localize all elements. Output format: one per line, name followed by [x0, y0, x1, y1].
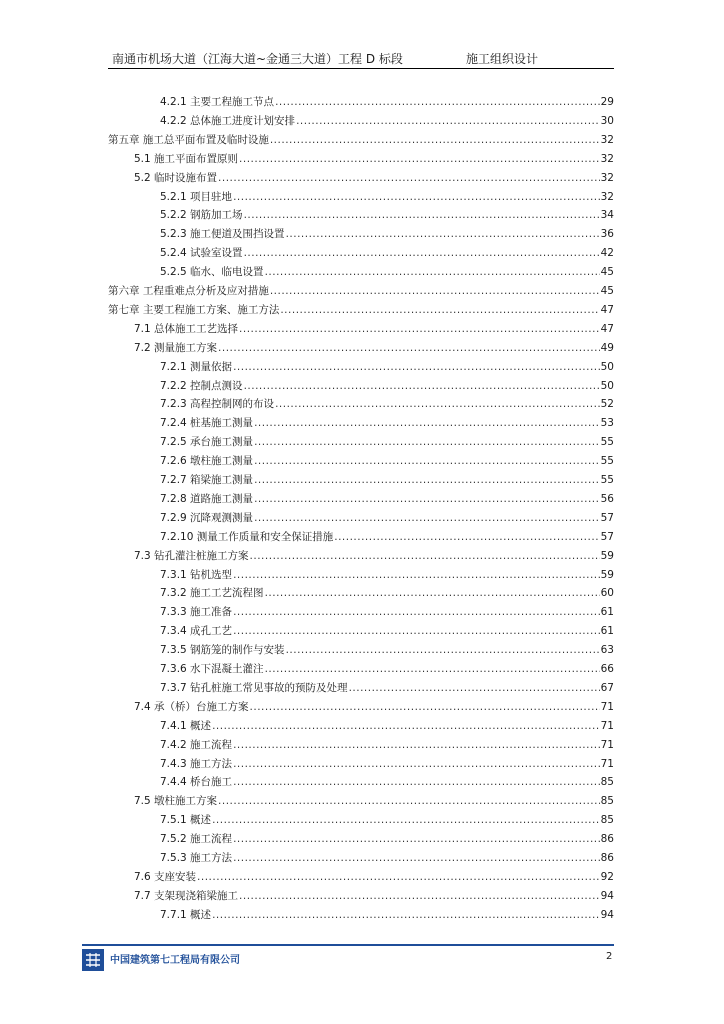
- toc-entry[interactable]: [160, 528, 614, 546]
- toc-entry-page: 32: [600, 190, 614, 203]
- toc-dot-leader: [275, 93, 600, 111]
- toc-dot-leader: [250, 547, 600, 565]
- toc-entry-label: 7.2.6 墩柱施工测量: [160, 455, 254, 468]
- toc-entry-label: 7.2 测量施工方案: [134, 341, 218, 354]
- toc-dot-leader: [286, 225, 600, 243]
- toc-dot-leader: [254, 509, 600, 527]
- cscec-logo-graphic: [82, 949, 104, 971]
- toc-entry-page: 56: [600, 492, 614, 505]
- toc-entry[interactable]: [108, 282, 614, 300]
- toc-dot-leader: [265, 584, 600, 602]
- toc-entry-label: 5.2.5 临水、临电设置: [160, 266, 264, 279]
- toc-entry-label: 7.3.1 钻机选型: [160, 568, 233, 581]
- toc-dot-leader: [254, 471, 600, 489]
- toc-entry[interactable]: [160, 566, 614, 584]
- toc-dot-leader: [197, 868, 600, 886]
- toc-entry-label: 第五章 施工总平面布置及临时设施: [108, 133, 269, 146]
- toc-entry-label: 7.2.1 测量依据: [160, 360, 233, 373]
- toc-entry-page: 50: [600, 360, 614, 373]
- toc-entry-page: 42: [600, 247, 614, 260]
- header-title: 南通市机场大道（江海大道~金通三大道）工程 D 标段: [112, 52, 403, 66]
- toc-entry-page: 59: [600, 568, 614, 581]
- toc-entry-label: 7.5.1 概述: [160, 814, 212, 827]
- toc-entry-label: 7.4 承（桥）台施工方案: [134, 700, 249, 713]
- toc-entry-page: 71: [600, 719, 614, 732]
- toc-entry-page: 60: [600, 587, 614, 600]
- toc-entry-page: 53: [600, 417, 614, 430]
- toc-entry-page: 29: [600, 96, 614, 108]
- toc-dot-leader: [270, 131, 600, 149]
- toc-dot-leader: [233, 849, 600, 867]
- toc-entry[interactable]: [134, 320, 614, 338]
- toc-entry-label: 第七章 主要工程施工方案、施工方法: [108, 303, 280, 316]
- toc-entry-page: 32: [600, 152, 614, 165]
- toc-entry-page: 85: [600, 795, 614, 808]
- toc-dot-leader: [233, 622, 600, 640]
- toc-entry[interactable]: [160, 736, 614, 754]
- toc-entry-label: 7.3.6 水下混凝土灌注: [160, 663, 264, 675]
- toc-dot-leader: [265, 263, 600, 281]
- toc-entry-page: 49: [600, 341, 614, 354]
- toc-entry[interactable]: [160, 395, 614, 413]
- toc-entry-page: 57: [600, 511, 614, 524]
- toc-entry[interactable]: [160, 225, 614, 243]
- toc-entry-label: 5.2.3 施工便道及围挡设置: [160, 228, 285, 241]
- toc-dot-leader: [212, 906, 600, 924]
- toc-dot-leader: [244, 244, 600, 262]
- toc-dot-leader: [239, 150, 600, 168]
- toc-dot-leader: [296, 112, 600, 130]
- toc-entry-page: 94: [600, 889, 614, 902]
- toc-entry-page: 67: [600, 681, 614, 694]
- toc-entry-page: 61: [600, 606, 614, 619]
- toc-dot-leader: [233, 736, 600, 754]
- toc-dot-leader: [233, 358, 600, 376]
- toc-dot-leader: [275, 395, 600, 413]
- toc-entry-page: 63: [600, 644, 614, 657]
- toc-entry-page: 66: [600, 663, 614, 675]
- toc-entry[interactable]: [134, 868, 614, 886]
- toc-entry-page: 55: [600, 474, 614, 486]
- toc-entry[interactable]: [160, 433, 614, 451]
- toc-dot-leader: [233, 188, 600, 206]
- footer-divider: [82, 944, 614, 946]
- toc-entry-page: 30: [600, 114, 614, 127]
- toc-dot-leader: [286, 641, 600, 659]
- toc-entry-label: 7.2.5 承台施工测量: [160, 436, 254, 449]
- toc-entry-label: 5.2.4 试验室设置: [160, 247, 243, 260]
- toc-entry[interactable]: [134, 339, 614, 357]
- toc-entry-label: 7.5 墩柱施工方案: [134, 795, 218, 808]
- toc-entry-label: 7.2.4 桩基施工测量: [160, 417, 254, 430]
- page-number: 2: [606, 951, 613, 962]
- cscec-logo-icon: [82, 949, 104, 971]
- toc-entry[interactable]: [134, 150, 614, 168]
- toc-dot-leader: [218, 169, 600, 187]
- toc-entry-label: 5.2.2 钢筋加工场: [160, 209, 243, 222]
- toc-entry[interactable]: [160, 93, 614, 111]
- toc-entry[interactable]: [160, 206, 614, 224]
- toc-entry-label: 7.2.7 箱梁施工测量: [160, 474, 254, 486]
- toc-entry[interactable]: [160, 471, 614, 489]
- toc-entry-label: 7.3.2 施工工艺流程图: [160, 587, 264, 600]
- toc-entry-page: 36: [600, 228, 614, 241]
- toc-entry-label: 7.3.3 施工准备: [160, 606, 233, 619]
- toc-dot-leader: [254, 414, 600, 432]
- toc-entry-label: 5.1 施工平面布置原则: [134, 152, 239, 165]
- toc-entry[interactable]: [134, 887, 614, 905]
- toc-entry[interactable]: [160, 660, 614, 678]
- toc-dot-leader: [239, 320, 600, 338]
- toc-entry-label: 7.3.5 钢筋笼的制作与安装: [160, 644, 285, 657]
- toc-entry-page: 71: [600, 738, 614, 751]
- toc-dot-leader: [244, 377, 600, 395]
- header-subtitle: 施工组织设计: [466, 52, 539, 66]
- toc-entry-page: 71: [600, 757, 614, 770]
- toc-entry-page: 85: [600, 814, 614, 827]
- toc-entry-page: 32: [600, 133, 614, 146]
- toc-entry-label: 7.2.2 控制点测设: [160, 379, 243, 392]
- toc-entry-page: 32: [600, 171, 614, 184]
- toc-entry-page: 61: [600, 625, 614, 638]
- toc-entry-label: 7.4.4 桥台施工: [160, 776, 233, 789]
- toc-entry-page: 71: [600, 700, 614, 713]
- toc-entry-label: 7.7.1 概述: [160, 908, 212, 921]
- toc-entry-page: 94: [600, 908, 614, 921]
- toc-dot-leader: [254, 452, 600, 470]
- toc-entry[interactable]: [160, 509, 614, 527]
- toc-dot-leader: [212, 717, 600, 735]
- toc-entry[interactable]: [160, 755, 614, 773]
- toc-entry[interactable]: [160, 811, 614, 829]
- toc-entry-page: 47: [600, 303, 614, 316]
- toc-dot-leader: [239, 887, 600, 905]
- toc-dot-leader: [244, 206, 600, 224]
- toc-entry-page: 45: [600, 285, 614, 297]
- toc-entry[interactable]: [160, 244, 614, 262]
- toc-entry-label: 7.2.9 沉降观测测量: [160, 511, 254, 524]
- toc-entry-label: 4.2.1 主要工程施工节点: [160, 96, 275, 108]
- toc-entry[interactable]: [160, 603, 614, 621]
- toc-entry-page: 59: [600, 549, 614, 562]
- toc-entry-page: 52: [600, 398, 614, 411]
- toc-entry-label: 7.3.4 成孔工艺: [160, 625, 233, 638]
- toc-entry-page: 55: [600, 455, 614, 468]
- toc-dot-leader: [212, 811, 600, 829]
- toc-entry[interactable]: [134, 169, 614, 187]
- toc-entry-label: 7.4.2 施工流程: [160, 738, 233, 751]
- toc-entry[interactable]: [160, 679, 614, 697]
- toc-entry-label: 7.4.3 施工方法: [160, 757, 233, 770]
- toc-entry-label: 7.6 支座安装: [134, 870, 197, 883]
- toc-dot-leader: [254, 490, 600, 508]
- toc-entry-label: 7.3.7 钻孔桩施工常见事故的预防及处理: [160, 681, 348, 694]
- toc-dot-leader: [254, 433, 600, 451]
- toc-entry-page: 34: [600, 209, 614, 222]
- toc-entry[interactable]: [160, 414, 614, 432]
- toc-dot-leader: [233, 830, 600, 848]
- toc-entry[interactable]: [160, 641, 614, 659]
- toc-dot-leader: [334, 528, 599, 546]
- toc-entry[interactable]: [160, 358, 614, 376]
- toc-entry-page: 92: [600, 870, 614, 883]
- toc-entry-label: 7.2.3 高程控制网的布设: [160, 398, 275, 411]
- toc-entry[interactable]: [160, 717, 614, 735]
- toc-entry[interactable]: [160, 773, 614, 791]
- toc-entry[interactable]: [160, 584, 614, 602]
- toc-dot-leader: [218, 792, 600, 810]
- toc-entry[interactable]: [108, 301, 614, 319]
- toc-entry-page: 86: [600, 833, 614, 846]
- toc-entry-page: 50: [600, 379, 614, 392]
- toc-entry-page: 55: [600, 436, 614, 449]
- toc-entry-page: 47: [600, 322, 614, 335]
- toc-entry[interactable]: [160, 830, 614, 848]
- toc-dot-leader: [233, 603, 600, 621]
- toc-dot-leader: [233, 566, 600, 584]
- toc-entry-label: 5.2.1 项目驻地: [160, 190, 233, 203]
- toc-entry-label: 7.3 钻孔灌注桩施工方案: [134, 549, 249, 562]
- toc-dot-leader: [250, 698, 600, 716]
- toc-dot-leader: [349, 679, 600, 697]
- toc-entry-label: 5.2 临时设施布置: [134, 171, 218, 184]
- toc-dot-leader: [280, 301, 599, 319]
- toc-dot-leader: [233, 755, 600, 773]
- toc-entry[interactable]: [134, 547, 614, 565]
- toc-entry[interactable]: [160, 906, 614, 924]
- toc-entry[interactable]: [134, 792, 614, 810]
- toc-dot-leader: [233, 773, 600, 791]
- toc-entry[interactable]: [160, 452, 614, 470]
- toc-entry-label: 7.4.1 概述: [160, 719, 212, 732]
- toc-entry[interactable]: [160, 263, 614, 281]
- toc-dot-leader: [218, 339, 600, 357]
- toc-entry-label: 第六章 工程重难点分析及应对措施: [108, 285, 269, 297]
- page-header: [108, 50, 614, 68]
- toc-entry-label: 7.2.8 道路施工测量: [160, 492, 254, 505]
- toc-entry[interactable]: [134, 698, 614, 716]
- toc-entry-page: 85: [600, 776, 614, 789]
- toc-dot-leader: [265, 660, 600, 678]
- toc-entry-label: 7.5.2 施工流程: [160, 833, 233, 846]
- toc-dot-leader: [270, 282, 600, 300]
- toc-entry-label: 7.5.3 施工方法: [160, 852, 233, 864]
- toc-entry[interactable]: [108, 131, 614, 149]
- toc-entry-label: 7.1 总体施工工艺选择: [134, 322, 239, 335]
- toc-entry[interactable]: [160, 622, 614, 640]
- toc-entry-page: 86: [600, 852, 614, 864]
- toc-entry[interactable]: [160, 112, 614, 130]
- toc-entry-page: 57: [600, 530, 614, 543]
- toc-entry-label: 4.2.2 总体施工进度计划安排: [160, 114, 296, 127]
- toc-entry[interactable]: [160, 849, 614, 867]
- toc-entry[interactable]: [160, 377, 614, 395]
- footer-company: 中国建筑第七工程局有限公司: [110, 955, 240, 966]
- toc-entry-label: 7.2.10 测量工作质量和安全保证措施: [160, 530, 334, 543]
- header-divider: [108, 68, 614, 69]
- toc-entry[interactable]: [160, 490, 614, 508]
- toc-entry-page: 45: [600, 266, 614, 279]
- toc-entry-label: 7.7 支架现浇箱梁施工: [134, 889, 239, 902]
- toc-entry[interactable]: [160, 188, 614, 206]
